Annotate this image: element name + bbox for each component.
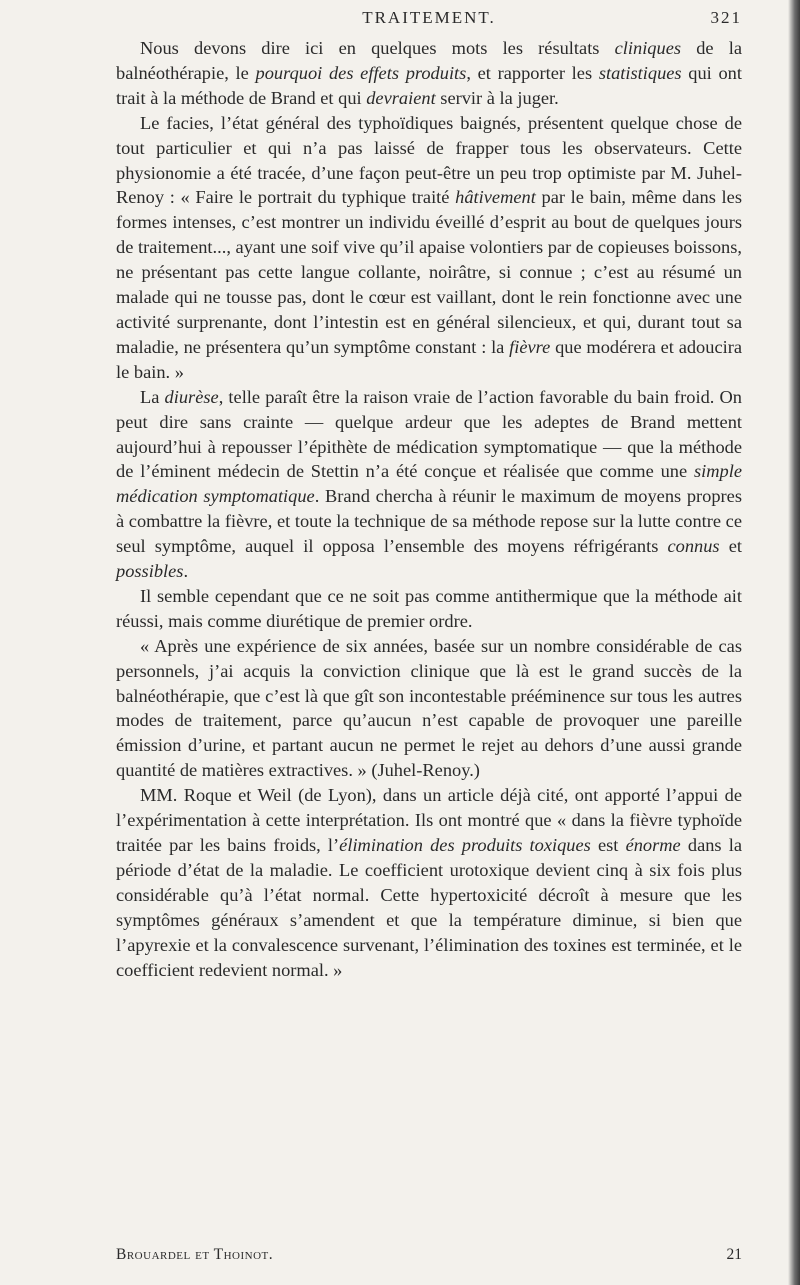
paragraph (116, 385, 742, 584)
page-number: 321 (710, 8, 742, 27)
text-run: de la balnéothérapie, le (116, 38, 742, 83)
text-run: et (719, 536, 742, 557)
italic-text: cliniques (614, 38, 682, 58)
text-run: MM. Roque et Weil (de Lyon), dans un article déjà cité, ont apporté l’appui de l’expérimentation à cette interprétation. Ils ont montré que « dans la fièvre typhoïde traitée par les bains froids, l’ (116, 785, 742, 855)
footer-authors (116, 1246, 273, 1264)
text-run: Il semble cependant que ce ne soit pas comme antithermique que la méthode ait réussi, mais comme diurétique de premier ordre. (116, 585, 742, 631)
italic-text: pourquoi des effets produits (255, 62, 467, 83)
paragraph (116, 111, 742, 385)
italic-text: statistiques (598, 62, 682, 83)
paragraph (116, 584, 742, 634)
paragraph (116, 783, 742, 982)
text-run: , telle paraît être la raison vraie de l’action favorable du bain froid. On peut dire sans crainte — quelque ardeur que les adeptes de Brand mettent aujourd’hui à repousser l’épithète de médication symptomatique — que la méthode de l’éminent médecin de Stettin n’a été conçue et réalisée que comme une (116, 386, 743, 482)
italic-text: possibles (116, 561, 184, 582)
italic-text: simple médication symptomatique (116, 461, 742, 507)
italic-text: élimination des produits toxiques (339, 835, 591, 855)
italic-text: connus (667, 536, 720, 557)
text-run: La (140, 386, 165, 407)
paragraph (116, 36, 742, 111)
text-run: Le facies, l’état général des typhoïdiques baignés, présentent quelque chose de tout particulier et qui n’a pas laissé de frapper tous les observateurs. Cette physionomie a été tracée, d’une façon peut-être un peu trop optimiste par M. Juhel-Renoy : « Faire le portrait du typhique traité (116, 112, 742, 208)
text-run: servir à la juger. (435, 87, 559, 108)
page-footer (116, 1246, 742, 1268)
text-run: « Après une expérience de six années, basée sur un nombre considérable de cas personnels, j’ai acquis la conviction clinique que là est le grand succès de la balnéothérapie, que c’est là que gît son incontestable prééminence sur tous les autres modes de traitement, parce qu’aucun n’est capable de provoquer une pareille émission d’urine, et partant aucun ne permet le rejet au dehors d’une aussi grande quantité de matières extractives. » (Juhel-Renoy.) (116, 635, 742, 781)
text-run: . Brand chercha à réunir le maximum de moyens propres à combattre la fièvre, et toute la technique de sa méthode repose sur la lutte contre ce seul symptôme, auquel il opposa l’ensemble des moyens réfrigérants (116, 486, 743, 557)
text-run: , et rapporter les (466, 62, 599, 83)
text-run: qui ont trait à la méthode de Brand et qui (116, 62, 742, 108)
signature-mark: 21 (726, 1246, 742, 1263)
italic-text: devraient (366, 87, 436, 108)
running-title: TRAITEMENT. (362, 8, 496, 27)
running-header (116, 8, 742, 32)
text-run: est (590, 835, 626, 855)
text-run: Nous devons dire ici en quelques mots les résultats (140, 38, 615, 58)
text-run: . (183, 561, 189, 582)
body-text (116, 36, 742, 982)
footer-authors-text: Brouardel et Thoinot. (116, 1246, 274, 1263)
text-run: que modérera et adoucira le bain. » (116, 336, 742, 382)
italic-text: diurèse (164, 386, 219, 407)
paragraph (116, 634, 742, 783)
binding-edge (788, 0, 800, 1285)
text-run: par le bain, même dans les formes intenses, c’est montrer un individu éveillé d’esprit au bout de quelques jours de traitement..., ayant une soif vive qu’il apaise volontiers par de copieuses boissons, ne présentant pas cette langue collante, noirâtre, si connue ; c’est au résumé un malade qui ne tousse pas, dont le cœur est vaillant, dont le rein fonctionne avec une activité surprenante, dont l’intestin est en général silencieux, et qui, durant tout sa maladie, ne présentera qu’un symptôme constant : la (116, 187, 742, 357)
text-run: dans la période d’état de la maladie. Le coefficient urotoxique devient cinq à six fois plus considérable qu’à l’état normal. Cette hypertoxicité décroît à mesure que les symptômes généraux s’amendent et que la température diminue, si bien que l’apyrexie et la convalescence survenant, l’élimination des toxines est terminée, et le coefficient redevient normal. » (116, 835, 743, 980)
italic-text: fièvre (509, 336, 551, 357)
italic-text: hâtivement (455, 187, 536, 208)
italic-text: énorme (625, 835, 681, 855)
